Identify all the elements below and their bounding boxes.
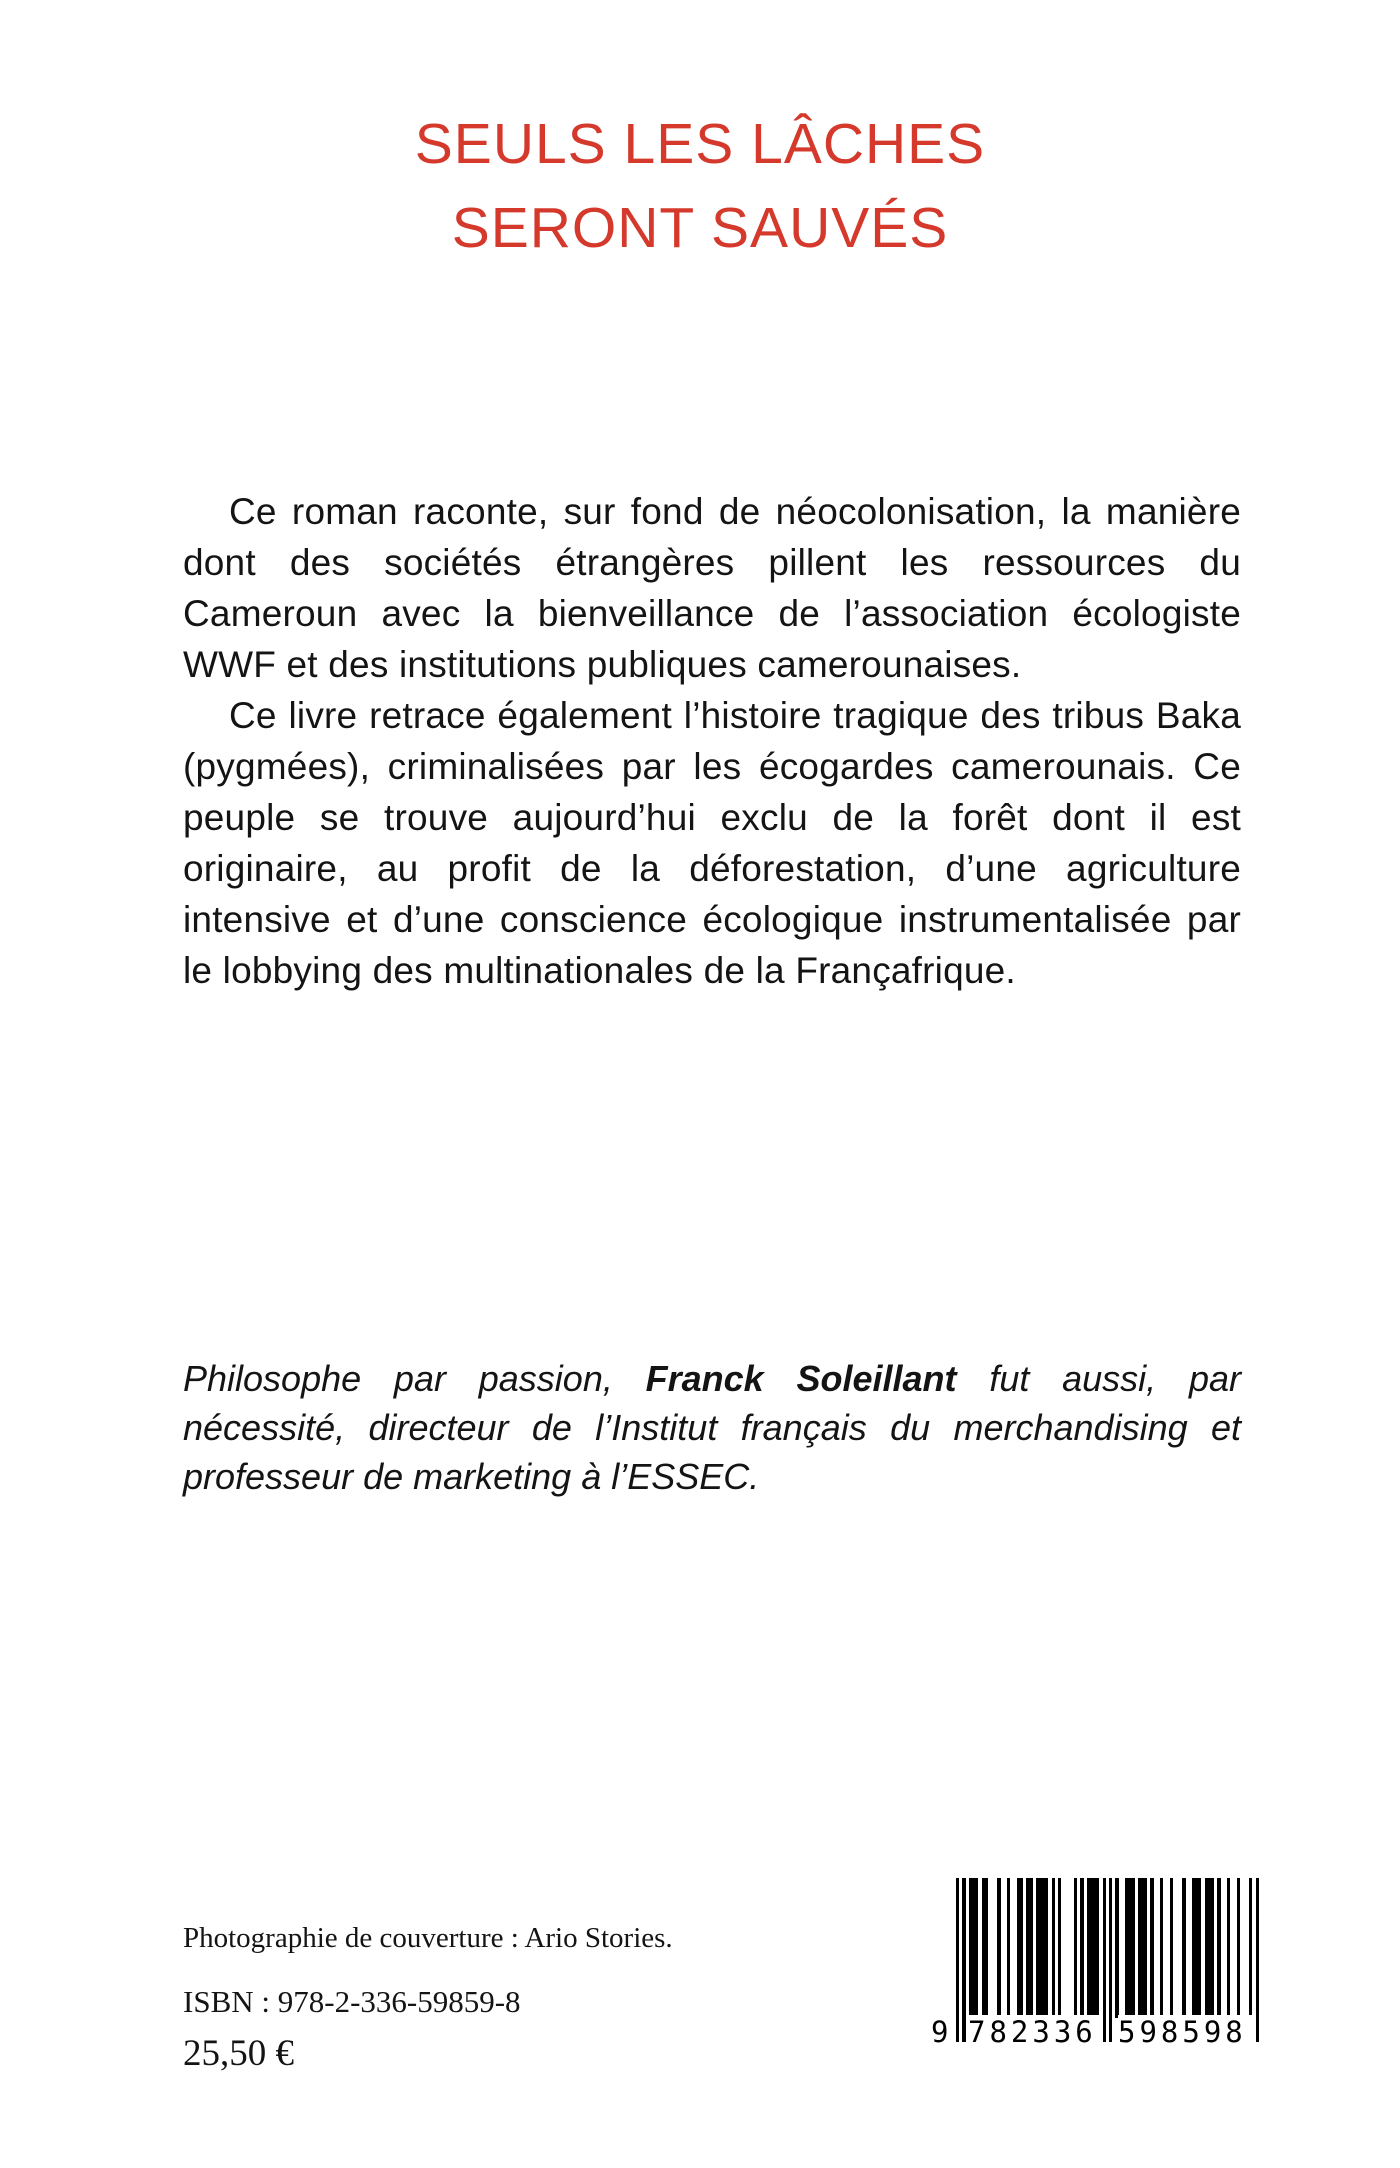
author-name: Franck Soleillant	[645, 1358, 957, 1399]
author-bio-prefix: Philosophe par passion,	[183, 1358, 646, 1399]
barcode-digit-group-2: 598598	[1118, 2015, 1252, 2049]
barcode-digit-leading: 9	[931, 2015, 949, 2049]
book-title	[0, 102, 1400, 270]
isbn: ISBN : 978-2-336-59859-8	[183, 1984, 521, 2019]
author-bio	[183, 1354, 1241, 1501]
barcode-digit-group-1: 782336	[968, 2015, 1102, 2049]
book-title-line2: SERONT SAUVÉS	[451, 196, 949, 260]
price: 25,50 €	[183, 2033, 294, 2074]
author-bio-suffix: fut aussi, par nécessité, directeur de l’Institut français du merchandising et professeur de marketing à l’ESSEC.	[183, 1358, 1242, 1497]
book-title-line1: SEULS LES LÂCHES	[414, 112, 986, 176]
barcode-number	[930, 2015, 1264, 2051]
synopsis	[183, 486, 1241, 996]
photo-credit: Photographie de couverture : Ario Stories.	[183, 1922, 673, 1954]
barcode	[930, 1878, 1264, 2062]
synopsis-paragraph-1: Ce roman raconte, sur fond de néocolonisation, la manière dont des sociétés étrangères pillent les ressources du Cameroun avec la bienveillance de l’association écologiste WWF et des institutions publiques camerounaises.	[183, 491, 1241, 685]
synopsis-paragraph-2: Ce livre retrace également l’histoire tragique des tribus Baka (pygmées), criminalisées par les écogardes camerounais. Ce peuple se trouve aujourd’hui exclu de la forêt dont il est originaire, au profit de la déforestation, d’une agriculture intensive et d’une conscience écologique instrumentalisée par le lobbying des multinationales de la Françafrique.	[183, 695, 1241, 991]
author-bio-text	[183, 1354, 1241, 1501]
